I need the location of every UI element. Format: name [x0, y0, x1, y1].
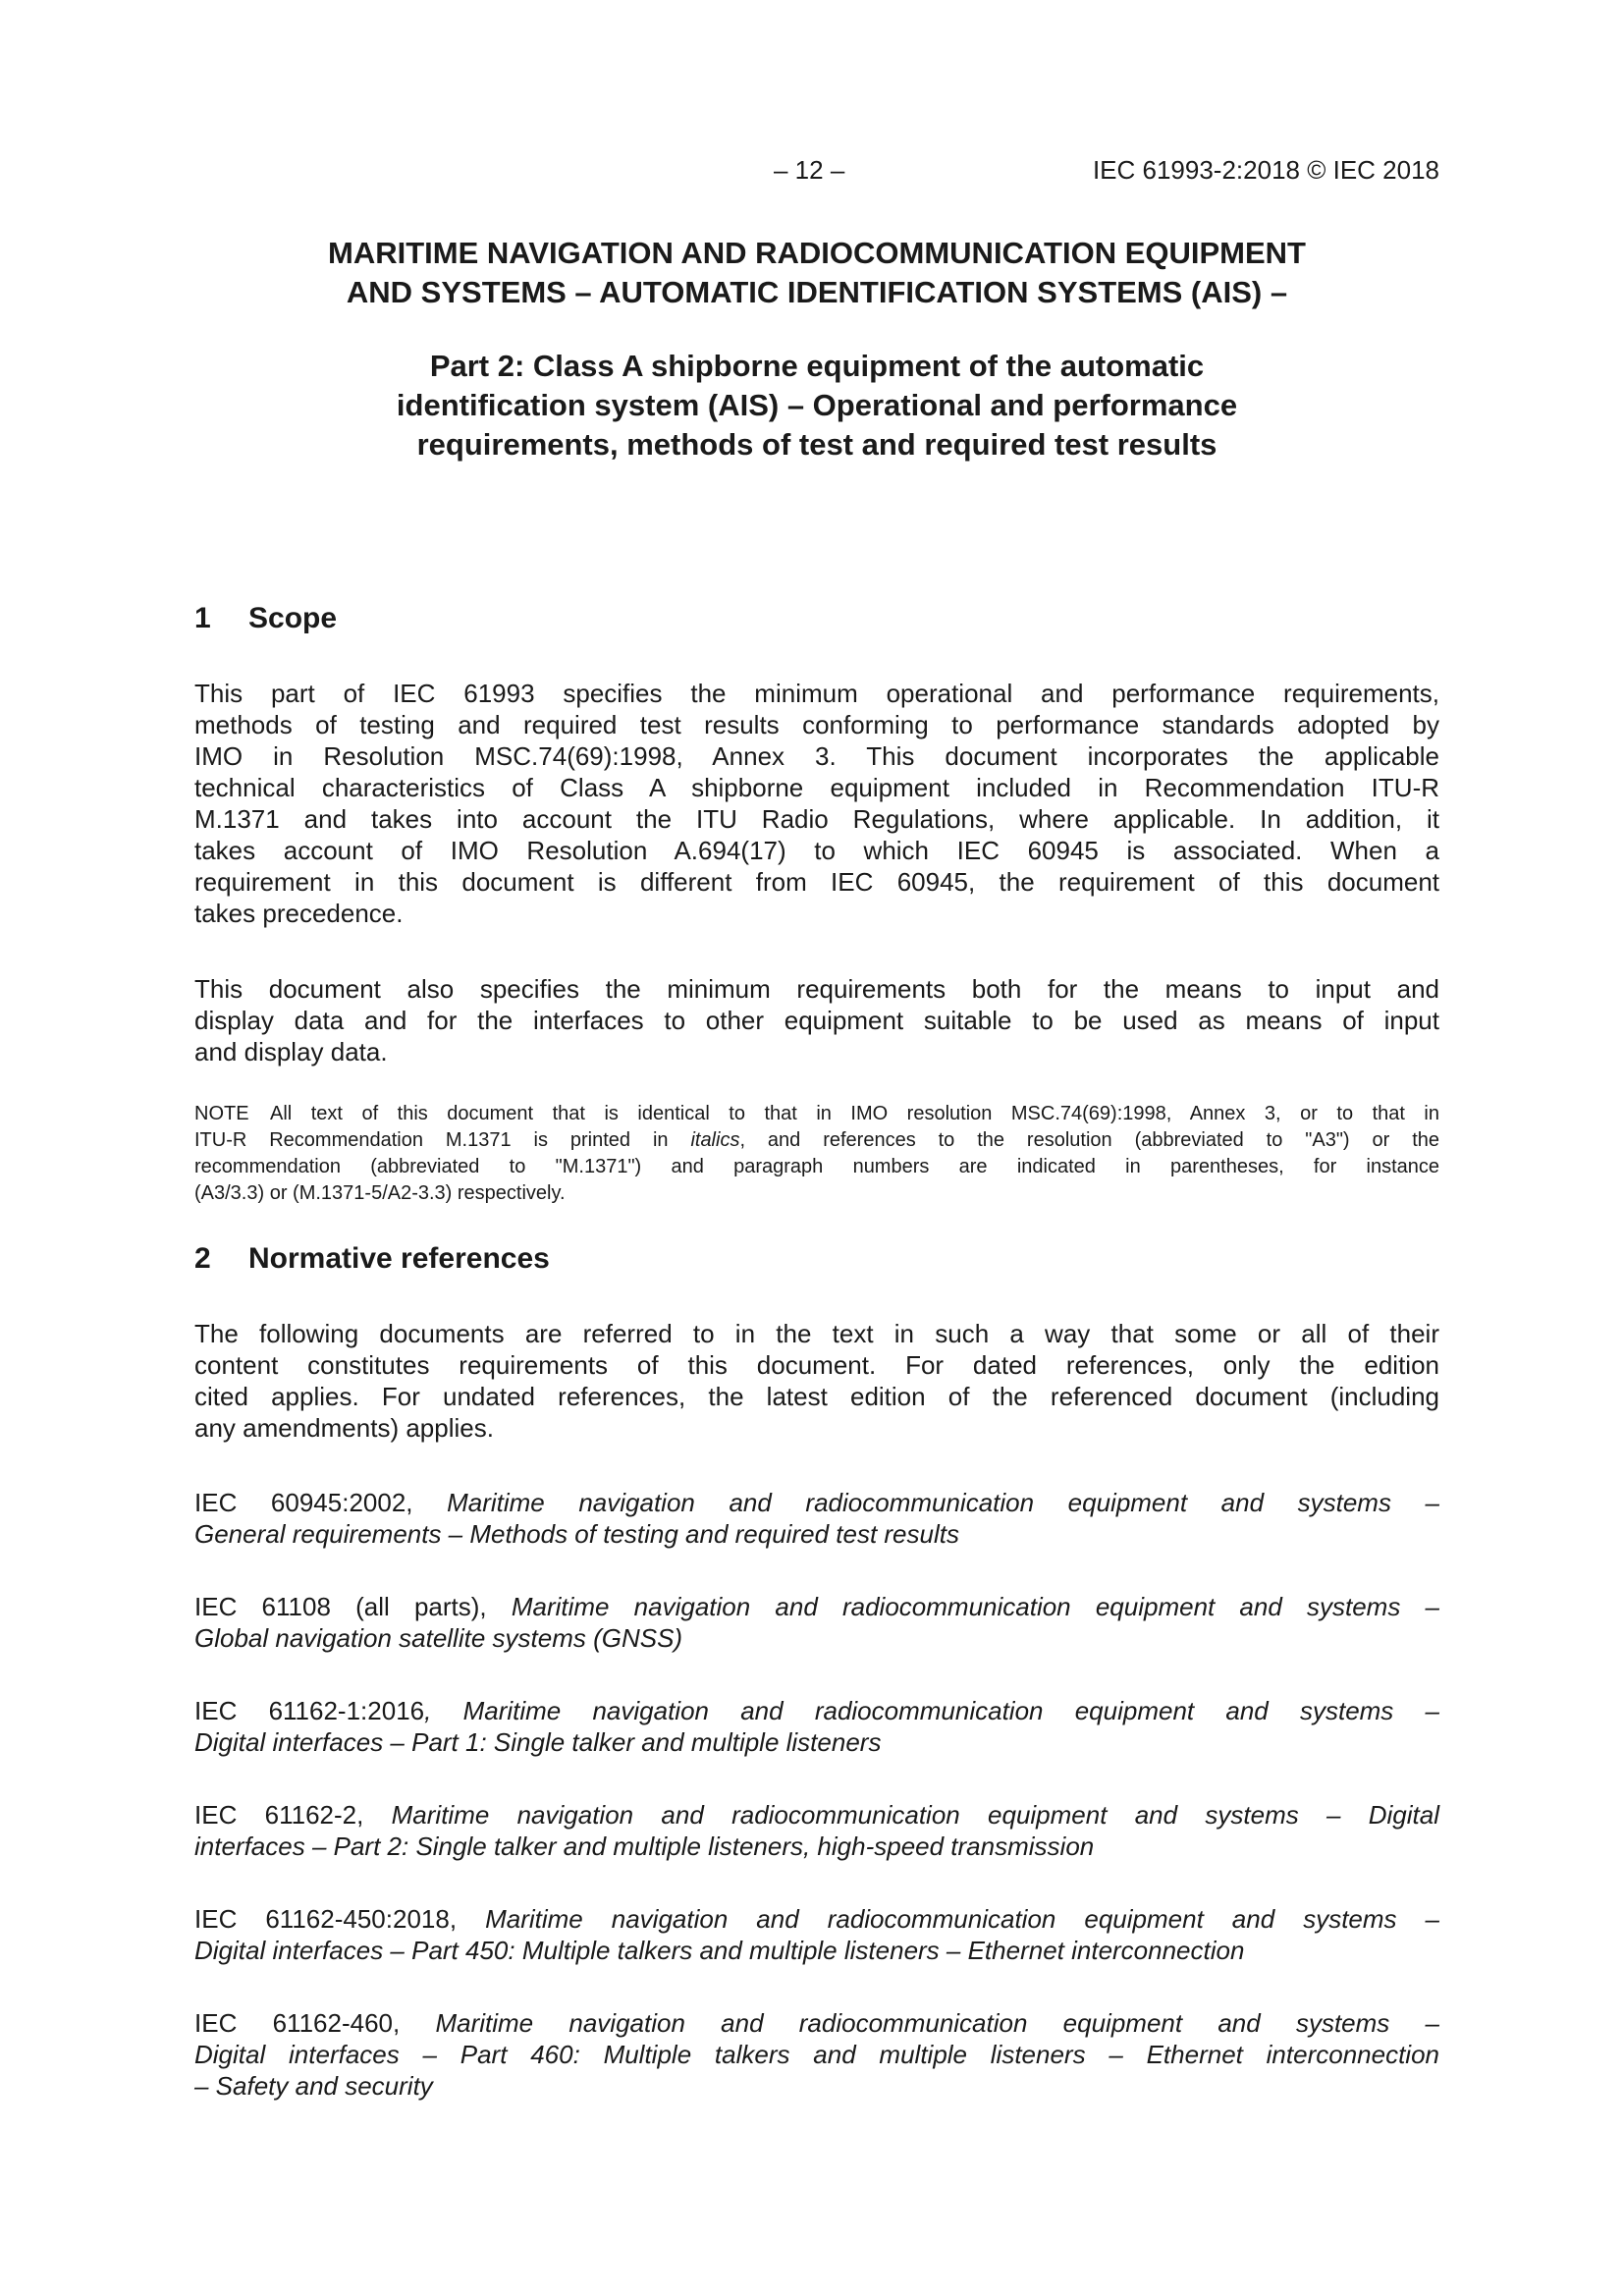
part-title-line: Part 2: Class A shipborne equipment of the automatic — [429, 349, 1205, 383]
section-title: Scope — [248, 602, 338, 634]
scope-paragraph-2 — [194, 973, 1439, 1067]
reference-entry — [194, 2007, 1439, 2102]
reference-id: IEC 61108 (all parts), — [194, 1592, 487, 1621]
text-line: takes account of IMO Resolution A.694(17) to which IEC 60945 is associated. When a — [194, 836, 1439, 865]
reference-id: IEC 61162-460, — [194, 2008, 401, 2038]
text-line: All text of this document that is identical to that in IMO resolution MSC.74(69):1998, Annex 3, or to that in — [270, 1103, 1439, 1124]
reference-entry — [194, 1903, 1439, 1966]
reference-title: Maritime navigation and radiocommunication equipment and systems – — [485, 1904, 1440, 1934]
scope-paragraph-1 — [194, 678, 1439, 929]
normative-intro — [194, 1318, 1439, 1444]
reference-title: Digital interfaces – Part 460: Multiple talkers and multiple listeners – Ethernet interconnection — [194, 2040, 1439, 2069]
text-line: The following documents are referred to in the text in such a way that some or all of their — [194, 1319, 1439, 1348]
reference-entry — [194, 1591, 1439, 1654]
document-reference: IEC 61993-2:2018 © IEC 2018 — [1092, 155, 1439, 185]
text-line: IMO in Resolution MSC.74(69):1998, Annex 3. This document incorporates the applicable — [194, 741, 1439, 771]
reference-title: Digital interfaces – Part 1: Single talker and multiple listeners — [194, 1727, 882, 1757]
text-line: This part of IEC 61993 specifies the minimum operational and performance requirements, — [194, 679, 1439, 708]
text-fragment-italic: italics — [690, 1129, 740, 1151]
reference-title: Maritime navigation and radiocommunication equipment and systems – Digital — [391, 1800, 1439, 1830]
reference-title: Maritime navigation and radiocommunication equipment and systems – — [435, 2008, 1439, 2038]
document-title-line: AND SYSTEMS – AUTOMATIC IDENTIFICATION SYSTEMS (AIS) – — [346, 275, 1288, 309]
reference-entry — [194, 1695, 1439, 1758]
text-line: display data and for the interfaces to other equipment suitable to be used as means of input — [194, 1006, 1439, 1035]
reference-title: interfaces – Part 2: Single talker and multiple listeners, high-speed transmission — [194, 1831, 1095, 1861]
reference-entry — [194, 1799, 1439, 1862]
text-line: any amendments) applies. — [194, 1413, 494, 1443]
reference-title: Maritime navigation and radiocommunication equipment and systems – — [447, 1488, 1439, 1517]
scope-note — [194, 1101, 1439, 1207]
section-heading-normative-references — [194, 1239, 550, 1279]
reference-title: – Safety and security — [194, 2071, 433, 2101]
text-line: This document also specifies the minimum requirements both for the means to input and — [194, 974, 1439, 1004]
reference-entry — [194, 1487, 1439, 1550]
reference-title: General requirements – Methods of testing and required test results — [194, 1519, 959, 1549]
page-number: – 12 – — [774, 155, 845, 185]
text-line: cited applies. For undated references, the latest edition of the referenced document (including — [194, 1382, 1439, 1411]
section-title: Normative references — [248, 1242, 550, 1275]
part-title-line: requirements, methods of test and required test results — [416, 427, 1217, 462]
reference-title: Maritime navigation and radiocommunication equipment and systems – — [511, 1592, 1439, 1621]
document-title — [194, 234, 1439, 312]
text-fragment: , and references to the resolution (abbreviated to "A3") or the — [739, 1129, 1439, 1151]
section-heading-scope — [194, 599, 337, 638]
text-line: takes precedence. — [194, 899, 404, 928]
text-line: recommendation (abbreviated to "M.1371") and paragraph numbers are indicated in parentheses, for instance — [194, 1156, 1439, 1177]
part-title — [194, 347, 1439, 465]
note-label: NOTE — [194, 1103, 249, 1124]
reference-id: IEC 61162-1:2016 — [194, 1696, 425, 1725]
text-line: requirement in this document is different from IEC 60945, the requirement of this document — [194, 867, 1439, 897]
text-line: and display data. — [194, 1037, 388, 1066]
text-fragment: ITU-R Recommendation M.1371 is printed in — [194, 1129, 691, 1151]
text-line: methods of testing and required test results conforming to performance standards adopted by — [194, 710, 1439, 739]
reference-title: , Maritime navigation and radiocommunication equipment and systems – — [424, 1696, 1439, 1725]
reference-id: IEC 61162-450:2018, — [194, 1904, 458, 1934]
section-number: 2 — [194, 1242, 211, 1275]
reference-id: IEC 61162-2, — [194, 1800, 364, 1830]
reference-title: Global navigation satellite systems (GNSS) — [194, 1623, 683, 1653]
document-title-line: MARITIME NAVIGATION AND RADIOCOMMUNICATION EQUIPMENT — [328, 236, 1306, 270]
running-header — [194, 155, 1439, 191]
part-title-line: identification system (AIS) – Operational and performance — [396, 388, 1238, 422]
section-number: 1 — [194, 602, 211, 634]
text-line: content constitutes requirements of this document. For dated references, only the edition — [194, 1350, 1439, 1380]
text-line: technical characteristics of Class A shipborne equipment included in Recommendation ITU-R — [194, 773, 1439, 802]
text-line: M.1371 and takes into account the ITU Radio Regulations, where applicable. In addition, it — [194, 804, 1439, 834]
text-line: (A3/3.3) or (M.1371-5/A2-3.3) respectively. — [194, 1182, 566, 1204]
reference-id: IEC 60945:2002, — [194, 1488, 413, 1517]
reference-title: Digital interfaces – Part 450: Multiple talkers and multiple listeners – Ethernet interconnection — [194, 1936, 1245, 1965]
